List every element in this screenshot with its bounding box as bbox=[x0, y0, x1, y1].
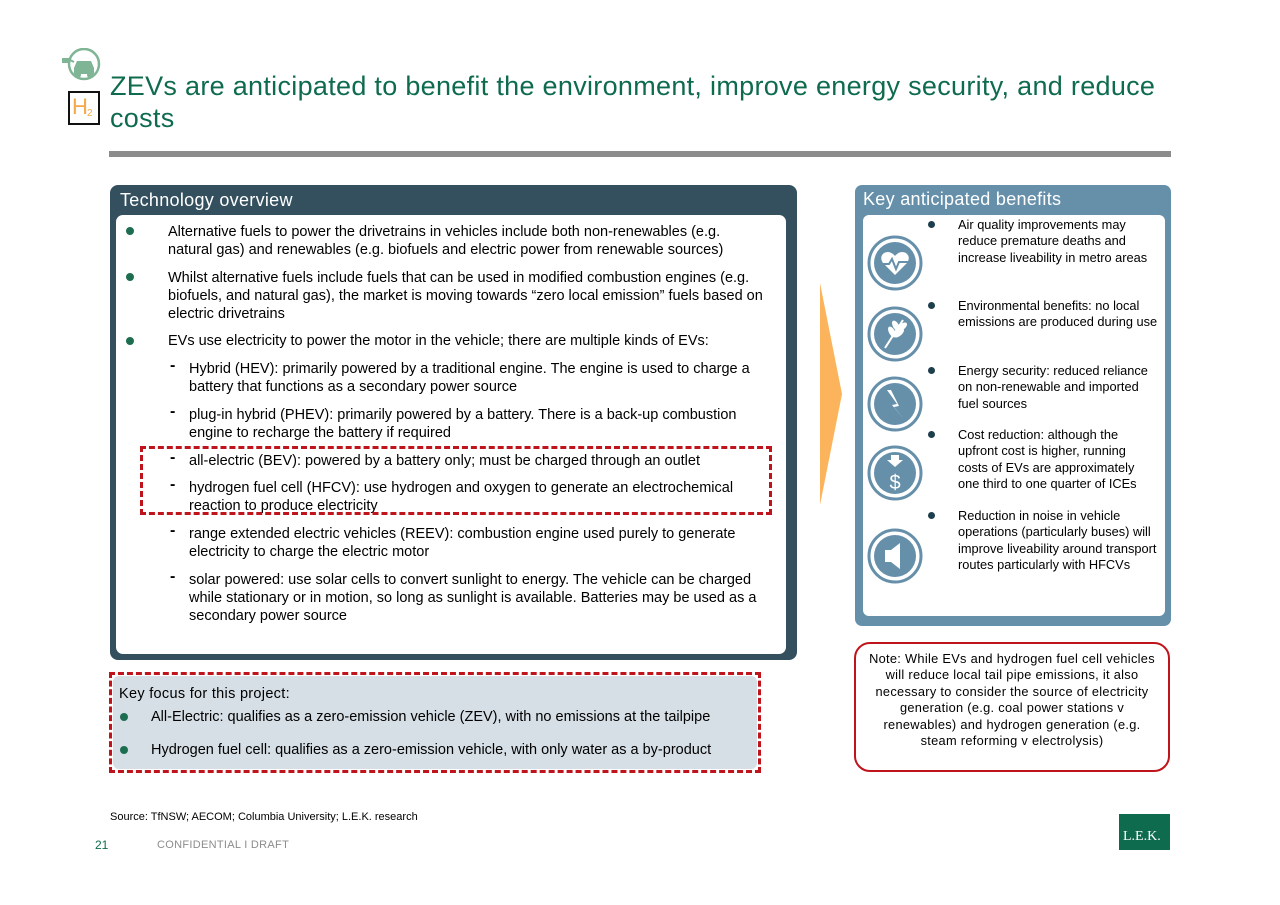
note-box bbox=[854, 642, 1170, 772]
key-benefits-header: Key anticipated benefits bbox=[863, 189, 1062, 209]
sub-dash: - bbox=[170, 522, 176, 539]
bullet-dot bbox=[126, 227, 134, 235]
svg-text:$: $ bbox=[889, 472, 901, 494]
heart-pulse-icon bbox=[867, 235, 923, 291]
key-focus-title: Key focus for this project: bbox=[119, 686, 290, 702]
lek-logo: L.E.K. bbox=[1119, 814, 1170, 850]
key-focus-item: Hydrogen fuel cell: qualifies as a zero-emission vehicle, with only water as a by-product bbox=[151, 742, 712, 758]
zev-highlight-box bbox=[140, 446, 772, 515]
ev-type-item: plug-in hybrid (PHEV): primarily powered by a battery. There is a back-up combustion engine to recharge the battery if required bbox=[189, 407, 737, 441]
lightning-icon bbox=[867, 376, 923, 432]
ev-charging-car-icon bbox=[62, 48, 102, 84]
sub-dash: - bbox=[170, 357, 176, 374]
key-benefits-body bbox=[863, 215, 1165, 616]
benefit-dot bbox=[928, 302, 935, 309]
technology-overview-body bbox=[116, 215, 786, 654]
technology-overview-panel bbox=[110, 185, 797, 660]
technology-overview-header: Technology overview bbox=[120, 190, 293, 210]
benefit-dot bbox=[928, 221, 935, 228]
bullet-dot bbox=[126, 273, 134, 281]
source-note: Source: TfNSW; AECOM; Columbia University; L.E.K. research bbox=[110, 811, 418, 823]
bullet-dot bbox=[120, 713, 128, 721]
dollar-down-icon bbox=[867, 445, 923, 501]
benefit-dot bbox=[928, 367, 935, 374]
tech-bullet: EVs use electricity to power the motor in the vehicle; there are multiple kinds of EVs: bbox=[168, 333, 709, 349]
tech-bullet: Whilst alternative fuels include fuels that can be used in modified combustion engines (e.g. biofuels, and natural gas), the market is moving towards “zero local emission” fuels based on electric drivetrains bbox=[168, 270, 763, 322]
key-focus-item: All-Electric: qualifies as a zero-emission vehicle (ZEV), with no emissions at the tailpipe bbox=[151, 709, 711, 725]
ev-type-item: solar powered: use solar cells to convert sunlight to energy. The vehicle can be charged while stationary or in motion, so long as sunlight is available. Batteries may be used as a secondary power source bbox=[189, 572, 757, 624]
sub-dash: - bbox=[170, 449, 176, 466]
tech-bullet: Alternative fuels to power the drivetrains in vehicles include both non-renewables (e.g. natural gas) and renewables (e.g. biofuels and electric power from renewable sources) bbox=[168, 224, 724, 258]
key-benefits-panel bbox=[855, 185, 1171, 626]
note-text: Note: While EVs and hydrogen fuel cell vehicles will reduce local tail pipe emissions, it also necessary to consider the source of electricity generation (e.g. coal power stations v renewables) and hydrogen generation (e.g. steam reforming v electrolysis) bbox=[869, 651, 1155, 749]
hydrogen-h2-icon: H 2 bbox=[68, 91, 100, 125]
ev-type-item: all-electric (BEV): powered by a battery only; must be charged through an outlet bbox=[189, 453, 700, 469]
benefit-text: Reduction in noise in vehicle operations (particularly buses) will improve liveability around transport routes particularly with HFCVs bbox=[958, 508, 1157, 573]
benefit-text: Cost reduction: although the upfront cost is higher, running costs of EVs are approximately one third to one quarter of ICEs bbox=[958, 427, 1137, 492]
benefit-dot bbox=[928, 431, 935, 438]
sub-dash: - bbox=[170, 568, 176, 585]
wheat-icon bbox=[867, 306, 923, 362]
benefit-text: Energy security: reduced reliance on non-renewable and imported fuel sources bbox=[958, 363, 1148, 411]
sub-dash: - bbox=[170, 476, 176, 493]
confidential-label: CONFIDENTIAL I DRAFT bbox=[157, 839, 290, 851]
speaker-icon bbox=[867, 528, 923, 584]
page-number: 21 bbox=[95, 838, 109, 852]
bullet-dot bbox=[120, 746, 128, 754]
benefit-text: Environmental benefits: no local emissions are produced during use bbox=[958, 298, 1158, 330]
arrow-right-icon bbox=[818, 283, 844, 505]
title-divider bbox=[109, 151, 1171, 157]
benefit-text: Air quality improvements may reduce premature deaths and increase liveability in metro areas bbox=[958, 217, 1148, 265]
ev-type-item: Hybrid (HEV): primarily powered by a traditional engine. The engine is used to charge a battery that functions as a secondary power source bbox=[189, 361, 750, 395]
bullet-dot bbox=[126, 337, 134, 345]
sub-dash: - bbox=[170, 403, 176, 420]
page-title: ZEVs are anticipated to benefit the environment, improve energy security, and reduce costs bbox=[110, 71, 1156, 133]
benefit-dot bbox=[928, 512, 935, 519]
ev-type-item: range extended electric vehicles (REEV): combustion engine used purely to generate electricity to charge the electric motor bbox=[189, 526, 736, 560]
ev-type-item: hydrogen fuel cell (HFCV): use hydrogen and oxygen to generate an electrochemical reaction to produce electricity bbox=[189, 480, 734, 514]
